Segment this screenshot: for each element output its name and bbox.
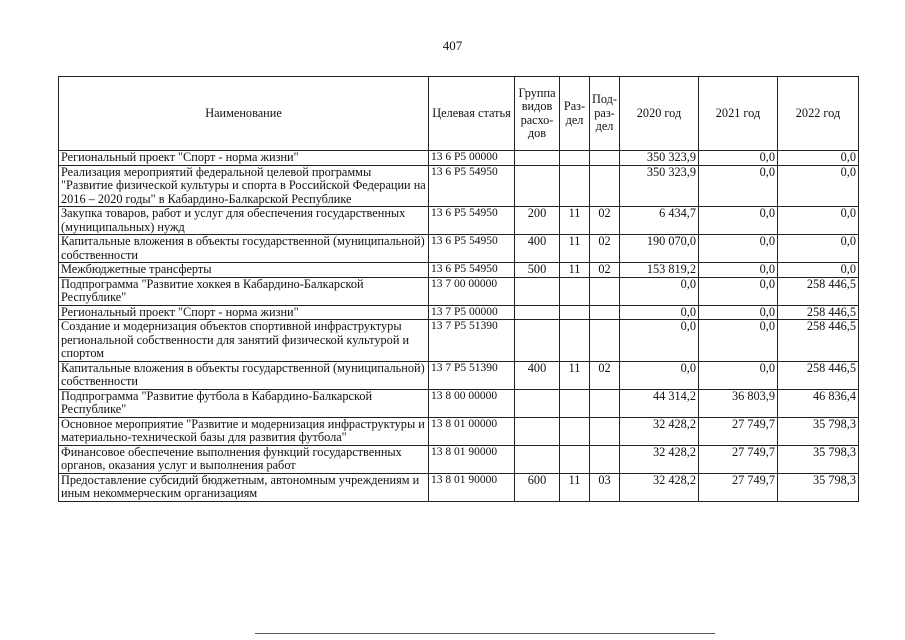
cell-2022: 46 836,4 (778, 389, 859, 417)
cell-code: 13 6 P5 54950 (429, 235, 515, 263)
cell-name: Основное мероприятие "Развитие и модернизация инфраструктуры и материально-технической базы для развития футбола" (59, 417, 429, 445)
cell-2021: 0,0 (699, 277, 778, 305)
cell-name: Капитальные вложения в объекты государственной (муниципальной) собственности (59, 361, 429, 389)
cell-2020: 0,0 (620, 320, 699, 362)
cell-2022: 258 446,5 (778, 320, 859, 362)
cell-group: 400 (515, 361, 560, 389)
cell-name: Региональный проект "Спорт - норма жизни" (59, 305, 429, 320)
cell-subsection: 02 (590, 207, 620, 235)
cell-group (515, 151, 560, 166)
cell-section (560, 417, 590, 445)
cell-group: 400 (515, 235, 560, 263)
cell-group (515, 165, 560, 207)
cell-2022: 0,0 (778, 151, 859, 166)
cell-group: 600 (515, 473, 560, 501)
header-row (59, 77, 859, 151)
cell-2020: 350 323,9 (620, 165, 699, 207)
cell-name: Капитальные вложения в объекты государственной (муниципальной) собственности (59, 235, 429, 263)
column-header-2021: 2021 год (699, 77, 778, 151)
cell-code: 13 7 P5 51390 (429, 361, 515, 389)
page-number: 407 (442, 38, 463, 53)
cell-2021: 0,0 (699, 305, 778, 320)
cell-2020: 6 434,7 (620, 207, 699, 235)
table-body (59, 151, 859, 502)
cell-2021: 0,0 (699, 235, 778, 263)
cell-code: 13 8 01 90000 (429, 473, 515, 501)
cell-section (560, 151, 590, 166)
cell-2021: 0,0 (699, 263, 778, 278)
cell-section: 11 (560, 235, 590, 263)
budget-table (58, 76, 859, 502)
cell-name: Подпрограмма "Развитие хоккея в Кабардино-Балкарской Республике" (59, 277, 429, 305)
cell-section: 11 (560, 263, 590, 278)
cell-group (515, 320, 560, 362)
cell-code: 13 7 00 00000 (429, 277, 515, 305)
cell-subsection (590, 320, 620, 362)
table-row (59, 207, 859, 235)
table-row (59, 473, 859, 501)
cell-code: 13 6 P5 54950 (429, 165, 515, 207)
column-header-section: Раз-дел (560, 77, 590, 151)
cell-subsection (590, 305, 620, 320)
cell-2021: 27 749,7 (699, 445, 778, 473)
table-row (59, 235, 859, 263)
cell-2020: 0,0 (620, 277, 699, 305)
table-row (59, 361, 859, 389)
cell-2020: 44 314,2 (620, 389, 699, 417)
table-row (59, 389, 859, 417)
cell-name: Региональный проект "Спорт - норма жизни" (59, 151, 429, 166)
cell-2022: 0,0 (778, 263, 859, 278)
column-header-code: Целевая статья (429, 77, 515, 151)
cell-2020: 0,0 (620, 305, 699, 320)
cell-name: Финансовое обеспечение выполнения функций государственных органов, оказания услуг и выполнения работ (59, 445, 429, 473)
cell-group (515, 389, 560, 417)
cell-name: Реализация мероприятий федеральной целевой программы "Развитие физической культуры и спорта в Российской Федерации на 2016 – 2020 годы" в Кабардино-Балкарской Республике (59, 165, 429, 207)
cell-2021: 0,0 (699, 361, 778, 389)
cell-2022: 258 446,5 (778, 361, 859, 389)
cell-2021: 0,0 (699, 151, 778, 166)
cell-2022: 0,0 (778, 207, 859, 235)
cell-subsection (590, 277, 620, 305)
cell-2022: 258 446,5 (778, 277, 859, 305)
cell-subsection: 02 (590, 361, 620, 389)
cell-2021: 27 749,7 (699, 473, 778, 501)
column-header-2020: 2020 год (620, 77, 699, 151)
cell-code: 13 6 P5 54950 (429, 207, 515, 235)
cell-subsection: 02 (590, 235, 620, 263)
cell-2022: 258 446,5 (778, 305, 859, 320)
cell-subsection (590, 417, 620, 445)
cell-subsection (590, 389, 620, 417)
cell-section (560, 277, 590, 305)
cell-2022: 35 798,3 (778, 445, 859, 473)
table-row (59, 263, 859, 278)
cell-2020: 190 070,0 (620, 235, 699, 263)
cell-2020: 32 428,2 (620, 445, 699, 473)
cell-subsection (590, 151, 620, 166)
cell-code: 13 8 01 00000 (429, 417, 515, 445)
table-row (59, 305, 859, 320)
cell-section: 11 (560, 473, 590, 501)
column-header-group: Группа видов расхо-дов (515, 77, 560, 151)
cell-section (560, 389, 590, 417)
column-header-2022: 2022 год (778, 77, 859, 151)
cell-2021: 36 803,9 (699, 389, 778, 417)
table-row (59, 165, 859, 207)
cell-section (560, 320, 590, 362)
cell-2020: 32 428,2 (620, 417, 699, 445)
cell-name: Создание и модернизация объектов спортивной инфраструктуры региональной собственности для занятий физической культурой и спортом (59, 320, 429, 362)
cell-group: 500 (515, 263, 560, 278)
cell-2022: 35 798,3 (778, 417, 859, 445)
table-header (59, 77, 859, 151)
cell-group (515, 305, 560, 320)
cell-section (560, 305, 590, 320)
table-row (59, 445, 859, 473)
cell-section: 11 (560, 207, 590, 235)
page-bottom-rule (255, 633, 715, 634)
cell-2022: 0,0 (778, 235, 859, 263)
cell-code: 13 6 P5 00000 (429, 151, 515, 166)
cell-2022: 0,0 (778, 165, 859, 207)
cell-name: Подпрограмма "Развитие футбола в Кабардино-Балкарской Республике" (59, 389, 429, 417)
cell-2020: 153 819,2 (620, 263, 699, 278)
cell-2021: 27 749,7 (699, 417, 778, 445)
cell-name: Закупка товаров, работ и услуг для обеспечения государственных (муниципальных) нужд (59, 207, 429, 235)
cell-subsection (590, 445, 620, 473)
cell-code: 13 6 P5 54950 (429, 263, 515, 278)
cell-section (560, 165, 590, 207)
cell-2020: 350 323,9 (620, 151, 699, 166)
table-row (59, 277, 859, 305)
cell-code: 13 8 00 00000 (429, 389, 515, 417)
cell-2020: 0,0 (620, 361, 699, 389)
cell-2021: 0,0 (699, 207, 778, 235)
cell-section: 11 (560, 361, 590, 389)
cell-name: Предоставление субсидий бюджетным, автономным учреждениям и иным некоммерческим организациям (59, 473, 429, 501)
cell-code: 13 8 01 90000 (429, 445, 515, 473)
cell-group: 200 (515, 207, 560, 235)
cell-subsection (590, 165, 620, 207)
cell-subsection: 03 (590, 473, 620, 501)
cell-name: Межбюджетные трансферты (59, 263, 429, 278)
cell-code: 13 7 P5 00000 (429, 305, 515, 320)
cell-subsection: 02 (590, 263, 620, 278)
cell-group (515, 277, 560, 305)
cell-section (560, 445, 590, 473)
column-header-name: Наименование (59, 77, 429, 151)
cell-2021: 0,0 (699, 320, 778, 362)
table-row (59, 151, 859, 166)
cell-2020: 32 428,2 (620, 473, 699, 501)
table-row (59, 320, 859, 362)
column-header-subsection: Под-раз-дел (590, 77, 620, 151)
cell-code: 13 7 P5 51390 (429, 320, 515, 362)
cell-2022: 35 798,3 (778, 473, 859, 501)
cell-2021: 0,0 (699, 165, 778, 207)
table-row (59, 417, 859, 445)
cell-group (515, 417, 560, 445)
cell-group (515, 445, 560, 473)
